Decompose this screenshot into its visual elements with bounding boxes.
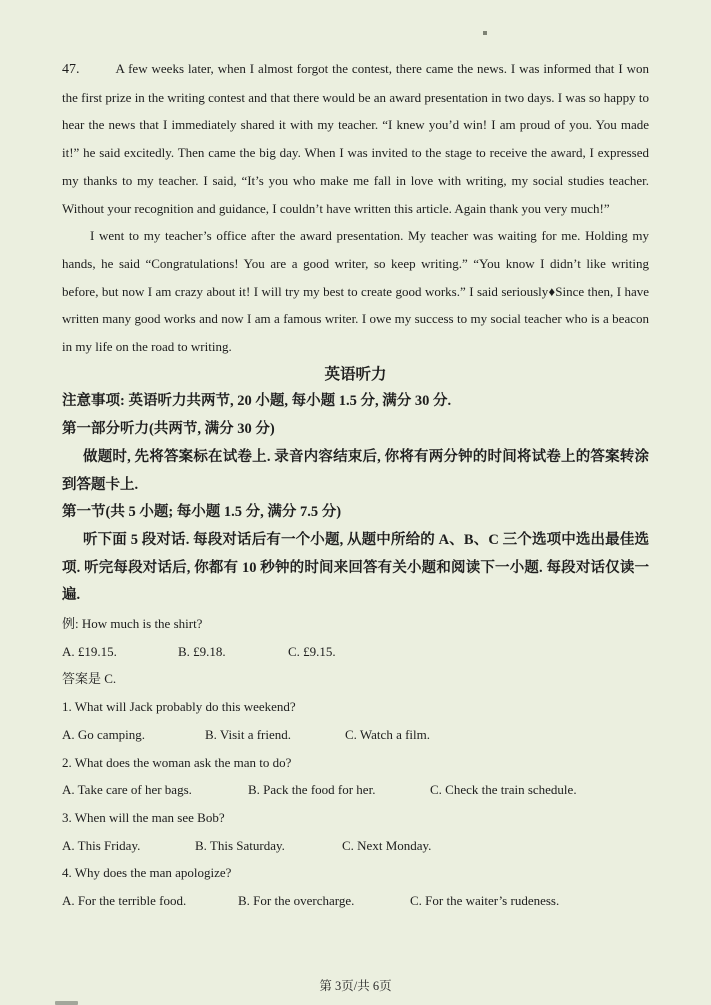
question-4-options	[62, 887, 649, 915]
scan-speck	[483, 31, 487, 35]
question-1-option-b: B. Visit a friend.	[205, 726, 291, 742]
question-3-options	[62, 832, 649, 860]
question-1-options	[62, 721, 649, 749]
question-2: 2. What does the woman ask the man to do?	[62, 754, 292, 770]
question-1-option-c: C. Watch a film.	[345, 726, 431, 742]
passage-paragraph-1-text: A few weeks later, when I almost forgot the contest, there came the news. I was informed that I won the first prize in the writing contest and that there would be an award presentation in two days. I was so happy to hear the news that I immediately shared it with my teacher. “I knew you’d win! I am proud of you. You made it!” he said excitedly. Then came the big day. When I was invited to the stage to receive the award, I expressed my thanks to my teacher. I said, “It’s you who make me fall in love with writing, my social studies teacher. Without your recognition and guidance, I couldn’t have written this article. Again thank you very much!”	[62, 61, 649, 216]
question-4-option-c: C. For the waiter’s rudeness.	[410, 893, 560, 909]
listening-section-title: 英语听力	[324, 365, 387, 383]
example-option-a: A. £19.15.	[62, 643, 117, 659]
question-2-options	[62, 776, 649, 804]
question-3-option-a: A. This Friday.	[62, 837, 141, 853]
question-3: 3. When will the man see Bob?	[62, 809, 225, 825]
example-options	[62, 638, 649, 666]
section1-heading: 第一节(共 5 小题; 每小题 1.5 分, 满分 7.5 分)	[62, 504, 342, 521]
bottom-edge-smudge	[55, 1001, 78, 1005]
question-3-option-b: B. This Saturday.	[195, 837, 285, 853]
question-2-option-a: A. Take care of her bags.	[62, 782, 192, 798]
question-2-option-b: B. Pack the food for her.	[248, 782, 376, 798]
question-3-option-c: C. Next Monday.	[342, 837, 432, 853]
page-number: 第 3页/共 6页	[319, 979, 392, 993]
part1-instructions: 做题时, 先将答案标在试卷上. 录音内容结束后, 你将有两分钟的时间将试卷上的答案转涂到答题卡上.	[62, 448, 649, 493]
question-2-option-c: C. Check the train schedule.	[430, 782, 577, 798]
question-1: 1. What will Jack probably do this weekend?	[62, 699, 296, 715]
example-option-c: C. £9.15.	[288, 643, 336, 659]
part1-heading: 第一部分听力(共两节, 满分 30 分)	[62, 421, 275, 438]
section1-instructions: 听下面 5 段对话. 每段对话后有一个小题, 从题中所给的 A、B、C 三个选项中选出最佳选项. 听完每段对话后, 你都有 10 秒钟的时间来回答有关小题和阅读下一小题. 每段对话仅读一遍.	[62, 531, 649, 604]
passage-paragraph-1	[62, 55, 649, 222]
example-option-b: B. £9.18.	[178, 643, 226, 659]
example-question: 例: How much is the shirt?	[62, 616, 203, 632]
question-4-option-a: A. For the terrible food.	[62, 893, 187, 909]
question-4-option-b: B. For the overcharge.	[238, 893, 355, 909]
example-answer: 答案是 C.	[62, 671, 117, 687]
listening-notes: 注意事项: 英语听力共两节, 20 小题, 每小题 1.5 分, 满分 30 分.	[62, 393, 452, 410]
question-4: 4. Why does the man apologize?	[62, 865, 232, 881]
passage-paragraph-number: 47.	[62, 62, 80, 77]
question-1-option-a: A. Go camping.	[62, 726, 146, 742]
passage-paragraph-2: I went to my teacher’s office after the award presentation. My teacher was waiting for me. Holding my hands, he said “Congratulations! You are a good writer, so keep writing.” “You know I didn’t like writing before, but now I am crazy about it! I will try my best to create good works.” I said seriously♦Since then, I have written many good works and now I am a famous writer. I owe my success to my social teacher who is a beacon in my life on the road to writing.	[62, 228, 649, 355]
